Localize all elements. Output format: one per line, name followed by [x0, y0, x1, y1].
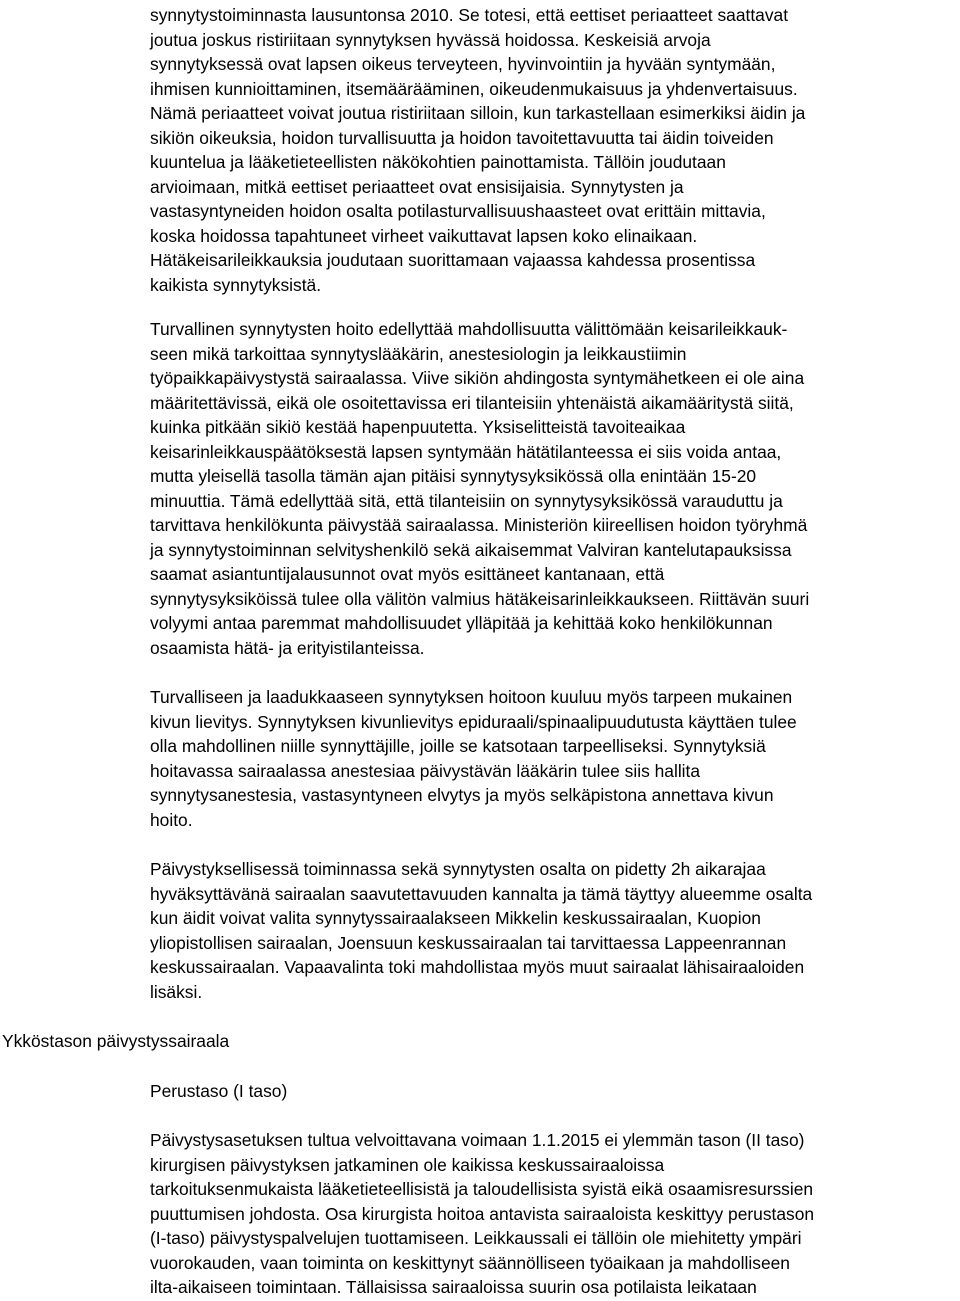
text-line: ihmisen kunnioittaminen, itsemäärääminen, oikeudenmukaisuus ja yhdenvertaisuus. [150, 78, 798, 99]
text-line: lisäksi. [150, 981, 203, 1002]
subsection-heading: Perustaso (I taso) [150, 1081, 288, 1101]
paragraph-ethics [150, 3, 952, 297]
text-line: synnytystoiminnasta lausuntonsa 2010. Se totesi, että eettiset periaatteet saattavat [150, 5, 789, 25]
text-line: Nämä periaatteet voivat joutua ristiriitaan silloin, kun tarkastellaan esimerkiksi äidin ja [150, 103, 806, 123]
text-line: kivun lievitys. Synnytyksen kivunlievitys epiduraali/spinaalipuudutusta käyttäen tulee [150, 711, 797, 732]
text-line: vastasyntyneiden hoidon osalta potilasturvallisuushaasteet ovat erittäin mittavia, [150, 201, 766, 221]
text-line: yliopistollisen sairaalan, Joensuun keskussairaalan tai tarvittaessa Lappeenrannan [150, 932, 787, 953]
text-line: Turvalliseen ja laadukkaaseen synnytyksen hoitoon kuuluu myös tarpeen mukainen [150, 687, 793, 707]
text-line: tarvittava henkilökunta päivystää sairaalassa. Ministeriön kiireellisen hoidon työryhmä [150, 515, 808, 535]
text-line: Päivystysasetuksen tultua velvoittavana voimaan 1.1.2015 ei ylemmän tason (II taso) [150, 1130, 805, 1150]
text-line: hoito. [150, 809, 193, 830]
text-line: Turvallinen synnytysten hoito edellyttää mahdollisuutta välittömään keisarileikkauk- [150, 319, 788, 339]
text-line: mutta yleisellä tasolla tämän ajan pitäisi synnytysyksikössä olla enintään 15-20 [150, 466, 757, 486]
text-line: työpaikkapäivystystä sairaalassa. Viive sikiön ahdingosta syntymähetkeen ei ole aina [150, 368, 805, 388]
text-line: koska hoidossa tapahtuneet virheet vaikuttavat lapsen koko elinaikaan. [150, 225, 698, 246]
text-line: ja synnytystoiminnan selvityshenkilö sekä aikaisemmat Valviran kantelutapauksissa [150, 539, 792, 560]
text-line: Päivystyksellisessä toiminnassa sekä synnytysten osalta on pidetty 2h aikarajaa [150, 859, 766, 879]
paragraph-pain-relief [150, 685, 952, 832]
text-line: keisarinleikkauspäätöksestä lapsen syntymään hätätilanteessa ei siis voida antaa, [150, 441, 782, 462]
section-heading: Ykköstason päivystyssairaala [2, 1031, 230, 1051]
text-line: synnytysyksiköissä tulee olla välitön valmius hätäkeisarinleikkaukseen. Riittävän suuri [150, 588, 810, 609]
text-line: kuuntelua ja lääketieteellisten näkökohtien painottamista. Tällöin joudutaan [150, 152, 726, 172]
text-line: olla mahdollinen niille synnyttäjille, joille se katsotaan tarpeelliseksi. Synnytyksiä [150, 736, 766, 756]
text-line: kuinka pitkään sikiö kestää hapenpuutetta. Yksiselitteistä tavoiteaikaa [150, 417, 686, 437]
text-line: volyymi antaa paremmat mahdollisuudet ylläpitää ja kehittää koko henkilökunnan [150, 613, 773, 633]
text-line: ilta-aikaiseen toimintaan. Tällaisissa sairaaloissa suurin osa potilaista leikataan [150, 1277, 757, 1297]
text-line: kirurgisen päivystyksen jatkaminen ole kaikissa keskussairaaloissa [150, 1154, 665, 1175]
text-line: puuttumisen johdosta. Osa kirurgista hoitoa antavista sairaaloista keskittyy perustason [150, 1203, 815, 1224]
paragraph-accessibility [150, 857, 952, 1004]
text-line: määritettävissä, eikä ole osoitettavissa eri tilanteisiin yhtenäistä aikamääritystä siitä, [150, 392, 794, 413]
text-line: hyväksyttävänä sairaalan saavutettavuuden kannalta ja tämä täyttyy alueemme osalta [150, 883, 813, 904]
text-line: hoitavassa sairaalassa anestesiaa päivystävän lääkärin tulee siis hallita [150, 760, 701, 781]
text-line: seen mikä tarkoittaa synnytyslääkärin, anestesiologin ja leikkaustiimin [150, 343, 687, 364]
text-line: minuuttia. Tämä edellyttää sitä, että tilanteisiin on synnytysyksikössä varauduttu ja [150, 490, 783, 511]
text-line: Hätäkeisarileikkauksia joudutaan suorittamaan vajaassa kahdessa prosentissa [150, 250, 756, 270]
text-line: sikiön oikeuksia, hoidon turvallisuutta ja hoidon tavoitettavuutta tai äidin toiveiden [150, 127, 774, 148]
paragraph-basic-level [150, 1128, 952, 1300]
text-line: synnytyksessä ovat lapsen oikeus terveyteen, hyvinvointiin ja hyvään syntymään, [150, 54, 776, 74]
text-line: kun äidit voivat valita synnytyssairaalakseen Mikkelin keskussairaalan, Kuopion [150, 908, 761, 928]
text-line: (I-taso) päivystyspalvelujen tuottamiseen. Leikkaussali ei tällöin ole miehitetty ympäri [150, 1228, 802, 1248]
text-line: joutua joskus ristiriitaan synnytyksen hyvässä hoidossa. Keskeisiä arvoja [150, 29, 711, 50]
text-line: osaamista hätä- ja erityistilanteissa. [150, 637, 425, 658]
text-line: arvioimaan, mitkä eettiset periaatteet ovat ensisijaisia. Synnytysten ja [150, 176, 684, 197]
paragraph-safe-delivery [150, 317, 952, 660]
text-line: kaikista synnytyksistä. [150, 274, 322, 295]
text-line: keskussairaalan. Vapaavalinta toki mahdollistaa myös muut sairaalat lähisairaaloiden [150, 957, 805, 977]
text-line: tarkoituksenmukaista lääketieteellisistä ja taloudellisista syistä eikä osaamisresurssien [150, 1179, 814, 1199]
text-line: synnytysanestesia, vastasyntyneen elvytys ja myös selkäpistona annettava kivun [150, 785, 774, 805]
text-line: saamat asiantuntijalausunnot ovat myös esittäneet kantanaan, että [150, 564, 665, 584]
text-line: vuorokauden, vaan toiminta on keskittynyt säännölliseen työaikaan ja mahdolliseen [150, 1252, 790, 1273]
